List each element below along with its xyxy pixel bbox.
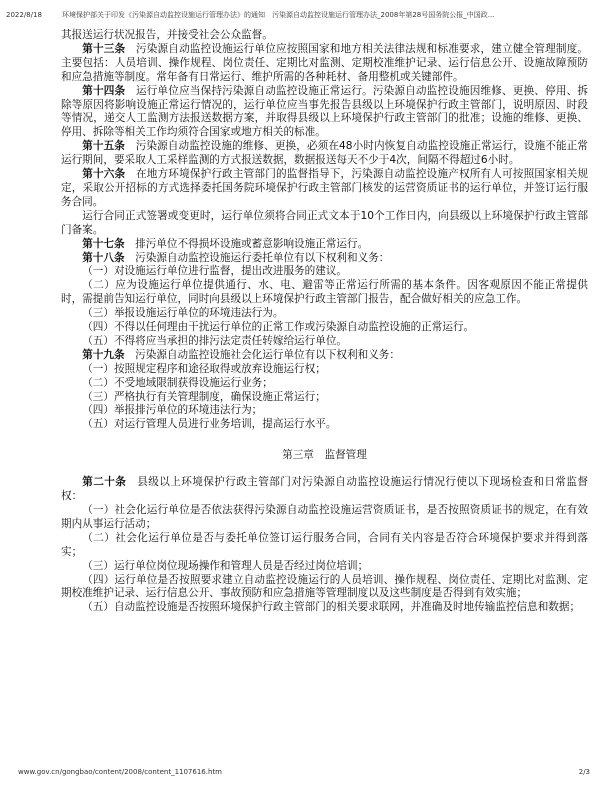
list-item: （三）举报设施运行单位的环境违法行为。 [82,307,284,320]
article-16 [61,168,588,210]
article-label: 第十七条 [82,237,125,250]
list-item: （一）按照规定程序和途径取得或放弃设施运行权； [82,362,326,375]
article-label: 第十九条 [82,348,125,361]
article-label: 第十六条 [82,168,126,181]
article-15 [61,140,588,168]
article-text: 运行单位应当保持污染源自动监控设施正常运行。污染源自动监控设施因维修、更换、停用、拆除等原因将影响设施正常运行情况的，运行单位应当事先报告县级以上环境保护行政主管部门，说明原因、时段等情况，递交人工监测方法报送数据方案，并取得县级以上环境保护行政主管部门的批准；设施的维修、更换、停用、拆除等相关工作均须符合国家或地方相关的标准。 [61,84,588,139]
article-14 [61,85,588,141]
list-item: （一）对设施运行单位进行监督，提出改进服务的建议。 [82,265,348,278]
list-item: （三）严格执行有关管理制度，确保设施正常运行； [82,390,326,403]
print-header [6,10,606,20]
page-number: 2/3 [578,768,590,776]
list-item: （二）应为设施运行单位提供通行、水、电、避雷等正常运行所需的基本条件。因客观原因不能正常提供时，需提前告知运行单位，同时向县级以上环境保护行政主管部门报告，配合做好相关的应急工作。 [61,279,588,306]
footer-url: www.gov.cn/gongbao/content/2008/content_1107616.htm [18,768,222,776]
article-text: 在地方环境保护行政主管部门的监督指导下，污染源自动监控设施产权所有人可按照国家相关规定，采取公开招标的方式选择委托国务院环境保护行政主管部门核发的运营资质证书的运行单位，并签订运行服务合同。 [61,168,588,208]
article-20 [61,476,588,504]
article-18 [61,252,588,266]
print-date: 2022/8/18 [6,11,42,19]
list-item: （四）举报排污单位的环境违法行为； [82,404,263,417]
list-item: （三）运行单位岗位现场操作和管理人员是否经过岗位培训； [82,559,369,572]
list-item: （四）运行单位是否按照要求建立自动监控设施运行的人员培训、操作规程、岗位责任、定期比对监测、定期校准维护记录、运行信息公开、事故预防和应急措施等管理制度以及这些制度是否得到有效实施； [61,573,588,600]
paragraph: 运行合同正式签署或变更时，运行单位须将合同正式文本于10个工作日内，向县级以上环境保护行政主管部门备案。 [61,209,588,236]
article-label: 第十四条 [82,84,126,97]
article-text: 污染源自动监控设施运行单位应按照国家和地方相关法律法规和标准要求，建立健全管理制度。主要包括：人员培训、操作规程、岗位责任、定期比对监测、定期校准维护记录、运行信息公开、设施故障预防和应急措施等制度。常年备有日常运行、维护所需的各种耗材、备用整机或关键部件。 [61,42,588,83]
article-text: 县级以上环境保护行政主管部门对污染源自动监控设施运行情况行使以下现场检查和日常监督权： [61,476,589,503]
print-title: 环境保护部关于印发《污染源自动监控设施运行管理办法》的通知 污染源自动监控设施运行管理办法_2008年第28号国务院公报_中国政... [62,11,495,19]
article-label: 第十五条 [82,140,125,153]
list-item: （二）社会化运行单位是否与委托单位签订运行服务合同，合同有关内容是否符合环境保护要求并得到落实； [61,531,588,558]
article-text: 污染源自动监控设施社会化运行单位有以下权利和义务： [124,348,400,361]
list-item: （四）不得以任何理由干扰运行单位的正常工作或污染源自动监控设施的正常运行。 [82,321,475,334]
article-17 [61,238,588,252]
chapter-heading: 第三章 监督管理 [282,449,367,462]
article-text: 排污单位不得损坏设施或蓄意影响设施正常运行。 [124,237,369,250]
article-19 [61,349,588,363]
article-label: 第十三条 [82,42,126,55]
paragraph: 其报送运行状况报告，并接受社会公众监督。 [61,29,273,41]
print-footer [18,768,590,776]
article-label: 第十八条 [82,251,125,264]
list-item: （五）自动监控设施是否按照环境保护行政主管部门的相关要求联网，并准确及时地传输监控信息和数据； [82,601,581,614]
document-body [61,29,588,615]
article-text: 污染源自动监控设施运行委托单位有以下权利和义务： [124,251,390,264]
list-item: （一）社会化运行单位是否依法获得污染源自动监控设施运营资质证书，是否按照资质证书的规定，在有效期内从事运行活动； [61,504,588,530]
article-label: 第二十条 [82,476,127,489]
list-item: （五）不得将应当承担的排污法定责任转嫁给运行单位。 [82,334,348,347]
article-text: 污染源自动监控设施的维修、更换，必须在48小时内恢复自动监控设施正常运行，设施不能正常运行期间，要采取人工采样监测的方式报送数据，数据报送每天不少于4次，间隔不得超过6小时。 [61,140,588,167]
article-13 [61,43,588,85]
list-item: （五）对运行管理人员进行业务培训，提高运行水平。 [82,418,337,431]
list-item: （二）不受地域限制获得设施运行业务； [82,376,273,389]
